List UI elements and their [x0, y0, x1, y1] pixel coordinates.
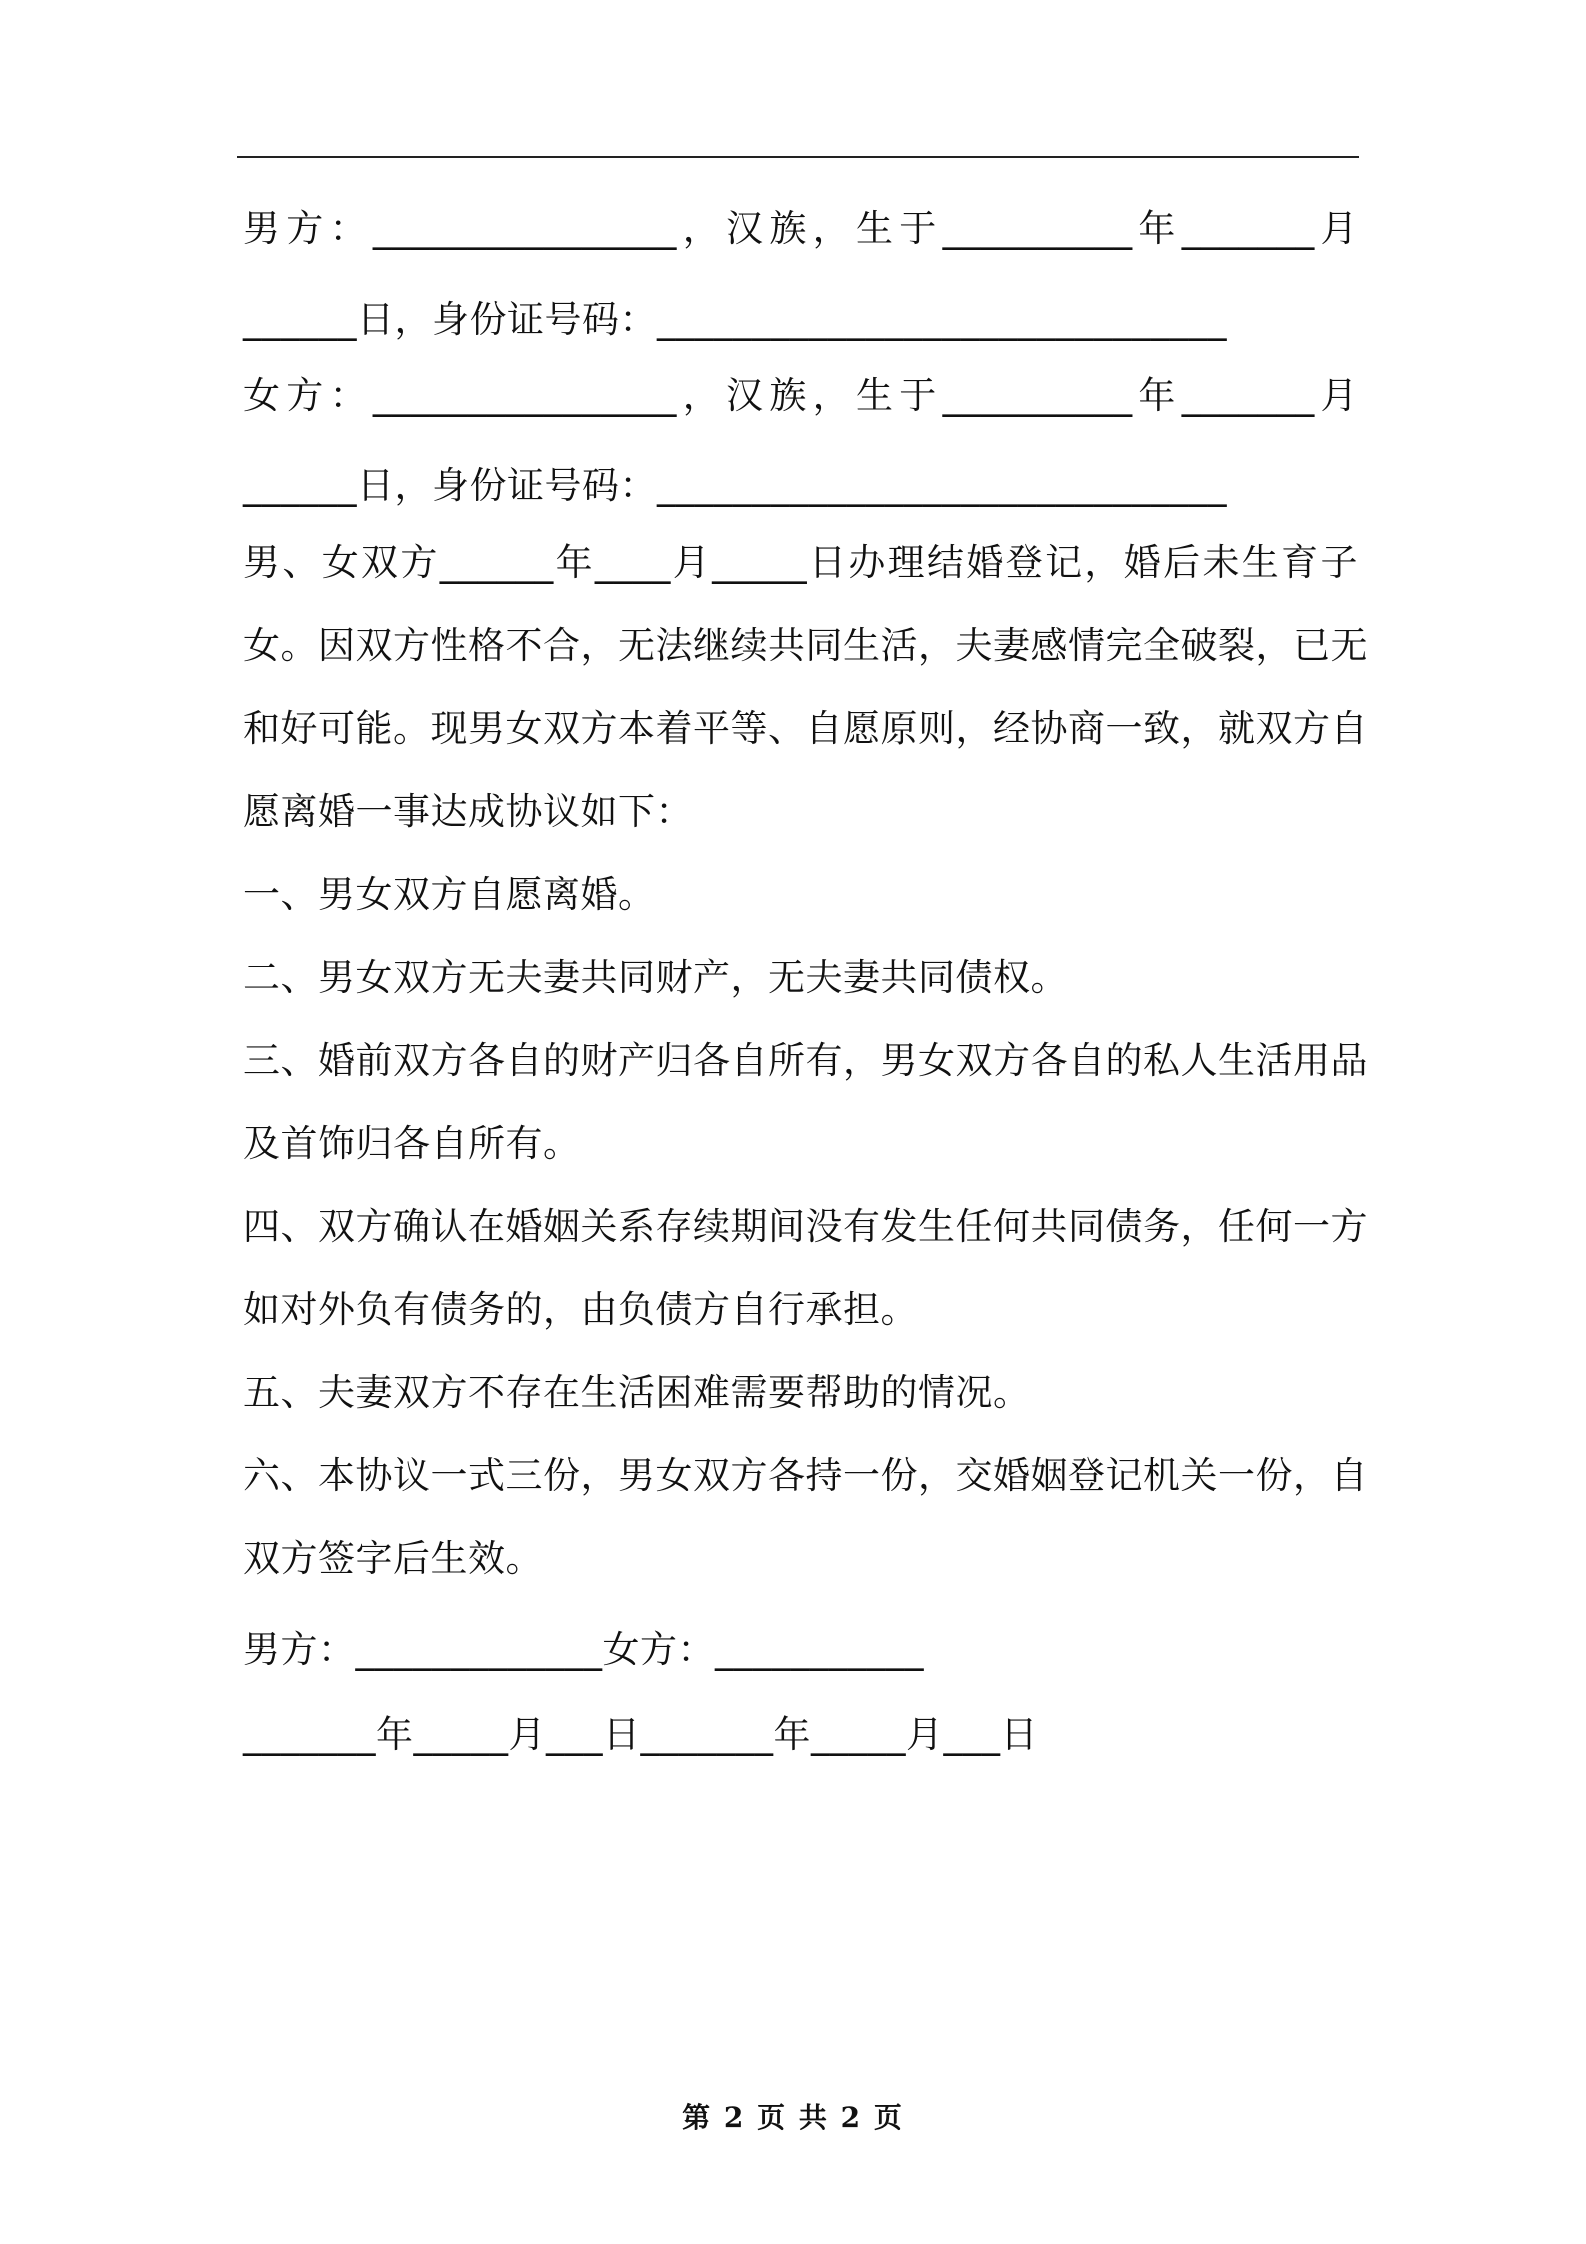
page-number: 第 2 页 共 2 页 [682, 2101, 904, 2134]
female-party-line: 女方：________________，汉族，生于__________年_______月 [243, 374, 1358, 417]
body-paragraph-line: 愿离婚一事达成协议如下： [243, 790, 693, 833]
signature-date-line: _______年_____月___日_______年_____月___日 [243, 1713, 1038, 1756]
clause-2: 二、男女双方无夫妻共同财产，无夫妻共同债权。 [243, 956, 1068, 999]
body-paragraph-line: 男、女双方______年____月_____日办理结婚登记，婚后未生育子 [243, 541, 1358, 584]
clause-5: 五、夫妻双方不存在生活困难需要帮助的情况。 [243, 1371, 1031, 1414]
male-party-line: 男方：________________，汉族，生于__________年_______月 [243, 207, 1358, 250]
clause-6: 六、本协议一式三份，男女双方各持一份，交婚姻登记机关一份，自 [243, 1454, 1368, 1497]
clause-4-continued: 如对外负有债务的，由负债方自行承担。 [243, 1288, 918, 1331]
clause-1: 一、男女双方自愿离婚。 [243, 873, 656, 916]
body-paragraph-line: 和好可能。现男女双方本着平等、自愿原则，经协商一致，就双方自 [243, 707, 1368, 750]
clause-3-continued: 及首饰归各自所有。 [243, 1122, 581, 1165]
male-birthday-id-line: ______日，身份证号码：______________________________ [243, 298, 1227, 341]
clause-3: 三、婚前双方各自的财产归各自所有，男女双方各自的私人生活用品 [243, 1039, 1368, 1082]
signature-line: 男方：_____________女方：___________ [243, 1628, 924, 1671]
female-birthday-id-line: ______日，身份证号码：______________________________ [243, 464, 1227, 507]
body-paragraph-line: 女。因双方性格不合，无法继续共同生活，夫妻感情完全破裂，已无 [243, 624, 1368, 667]
clause-4: 四、双方确认在婚姻关系存续期间没有发生任何共同债务，任何一方 [243, 1205, 1368, 1248]
header-divider [237, 156, 1359, 158]
clause-6-continued: 双方签字后生效。 [243, 1537, 543, 1580]
